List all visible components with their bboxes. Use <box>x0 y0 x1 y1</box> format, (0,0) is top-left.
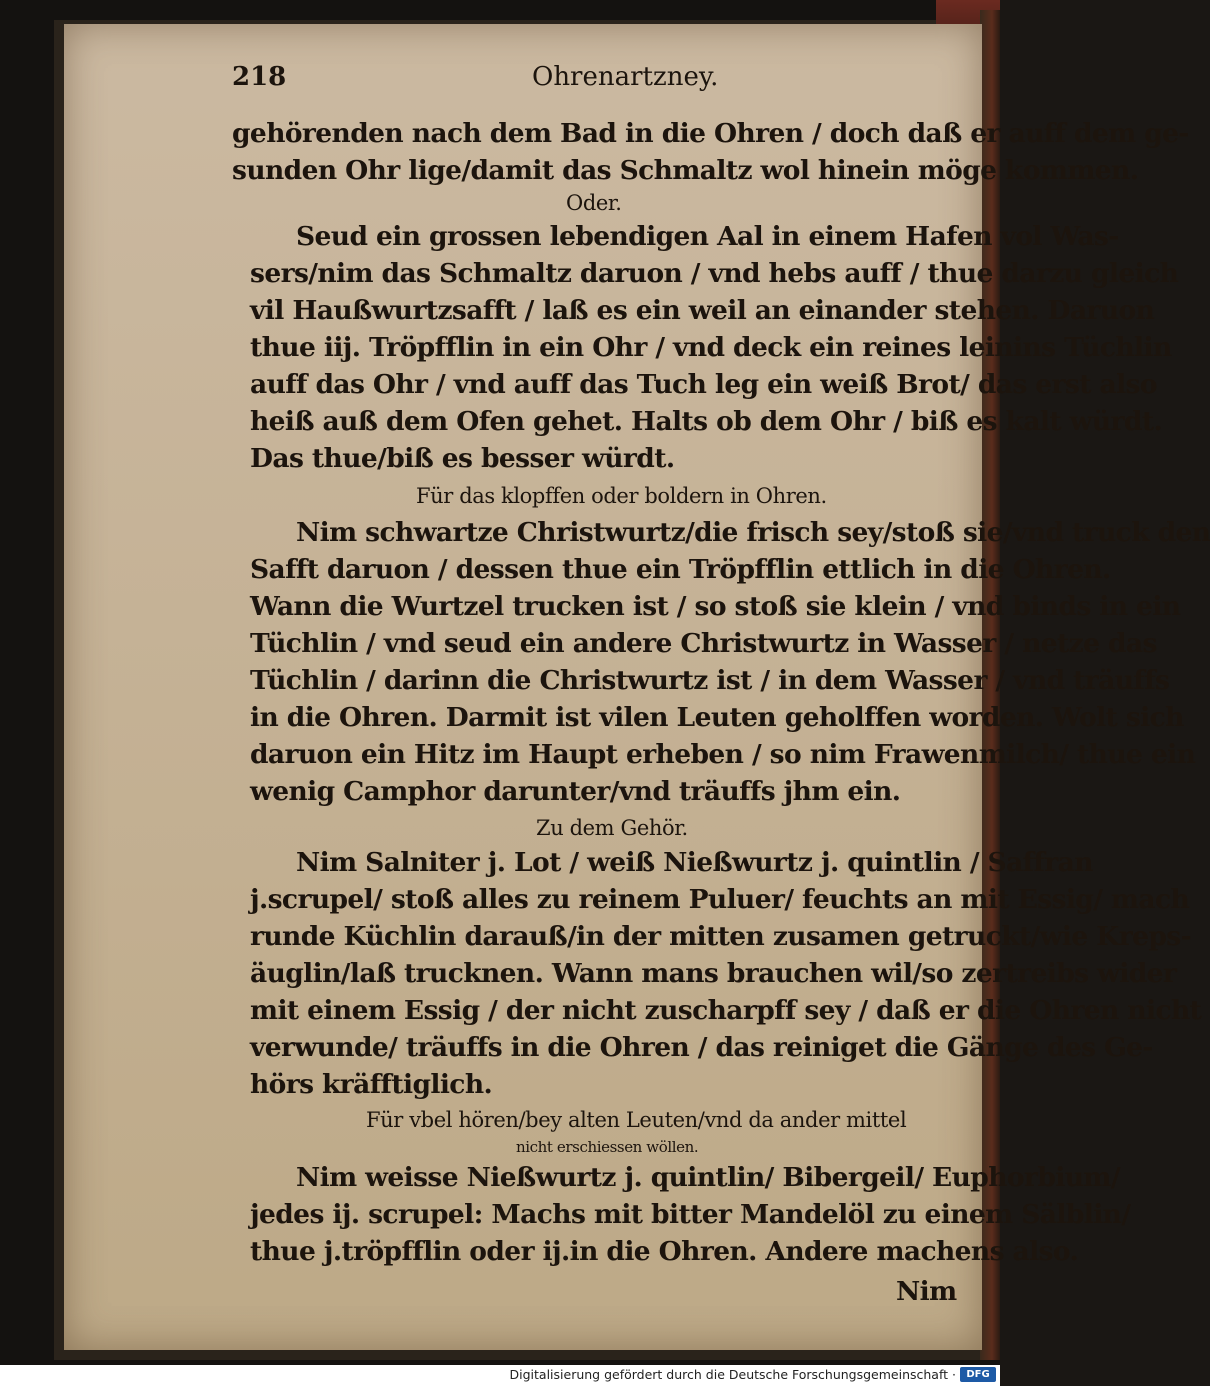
text-line: Tüchlin / vnd seud ein andere Christwurtz in Wasser / netze das <box>250 628 1157 659</box>
text-line: mit einem Essig / der nicht zuscharpff sey / daß er die Ohren nicht <box>250 995 1202 1026</box>
text-line: Seud ein grossen lebendigen Aal in einem Hafen vol Was- <box>296 221 1119 252</box>
page-number: 218 <box>232 62 287 92</box>
text-line: gehörenden nach dem Bad in die Ohren / doch daß er auff dem ge- <box>232 118 1189 149</box>
section-heading: Oder. <box>566 191 622 215</box>
text-line: Nim schwartze Christwurtz/die frisch sey/stoß sie/vnd truck den <box>296 517 1210 548</box>
page-text <box>166 54 1210 1307</box>
text-line: vil Haußwurtzsafft / laß es ein weil an einander stehen. Daruon <box>250 295 1155 326</box>
section-heading: Für das klopffen oder boldern in Ohren. <box>416 484 827 508</box>
section-heading: Für vbel hören/bey alten Leuten/vnd da ander mittel <box>366 1108 907 1132</box>
footer-bar <box>0 1365 1000 1386</box>
text-line: wenig Camphor darunter/vnd träuffs jhm ein. <box>250 776 901 807</box>
text-line: auff das Ohr / vnd auff das Tuch leg ein weiß Brot/ das erst also <box>250 369 1157 400</box>
text-line: Wann die Wurtzel trucken ist / so stoß sie klein / vnd binds in ein <box>250 591 1181 622</box>
text-line: jedes ij. scrupel: Machs mit bitter Mandelöl zu einem Sälblin/ <box>250 1199 1131 1230</box>
text-line: thue iij. Tröpfflin in ein Ohr / vnd deck ein reines leinins Tüchlin <box>250 332 1172 363</box>
text-line: sunden Ohr lige/damit das Schmaltz wol hinein möge kommen. <box>232 155 1139 186</box>
text-line: in die Ohren. Darmit ist vilen Leuten geholffen worden. Wolt sich <box>250 702 1184 733</box>
text-line: Tüchlin / darinn die Christwurtz ist / in dem Wasser / vnd träuffs <box>250 665 1170 696</box>
catchword: Nim <box>896 1276 957 1307</box>
text-line: verwunde/ träuffs in die Ohren / das reiniget die Gänge des Ge- <box>250 1032 1153 1063</box>
text-line: j.scrupel/ stoß alles zu reinem Puluer/ feuchts an mit Essig/ mach <box>250 884 1190 915</box>
text-line: heiß auß dem Ofen gehet. Halts ob dem Ohr / biß es kalt würdt. <box>250 406 1163 437</box>
text-line: thue j.tröpfflin oder ij.in die Ohren. Andere machens also. <box>250 1236 1079 1267</box>
text-line: hörs kräfftiglich. <box>250 1069 493 1100</box>
text-line: daruon ein Hitz im Haupt erheben / so nim Frawenmilch/ thue ein <box>250 739 1196 770</box>
page-header <box>166 54 956 94</box>
text-line: Safft daruon / dessen thue ein Tröpfflin ettlich in die Ohren. <box>250 554 1111 585</box>
text-line: sers/nim das Schmaltz daruon / vnd hebs auff / thue darzu gleich <box>250 258 1179 289</box>
footer-credit: Digitalisierung gefördert durch die Deutsche Forschungsgemeinschaft · <box>509 1367 956 1382</box>
text-line: Nim Salniter j. Lot / weiß Nießwurtz j. quintlin / Saffran <box>296 847 1093 878</box>
text-line: Nim weisse Nießwurtz j. quintlin/ Bibergeil/ Euphorbium/ <box>296 1162 1120 1193</box>
dfg-logo-icon: DFG <box>960 1367 996 1382</box>
section-heading-continued: nicht erschiessen wöllen. <box>516 1138 699 1156</box>
text-line: äuglin/laß trucknen. Wann mans brauchen wil/so zertreibs wider <box>250 958 1177 989</box>
section-heading: Zu dem Gehör. <box>536 816 688 840</box>
text-line: Das thue/biß es besser würdt. <box>250 443 675 474</box>
running-head: Ohrenartzney. <box>532 62 719 92</box>
text-line: runde Küchlin darauß/in der mitten zusamen getruckt/wie Kreps- <box>250 921 1191 952</box>
